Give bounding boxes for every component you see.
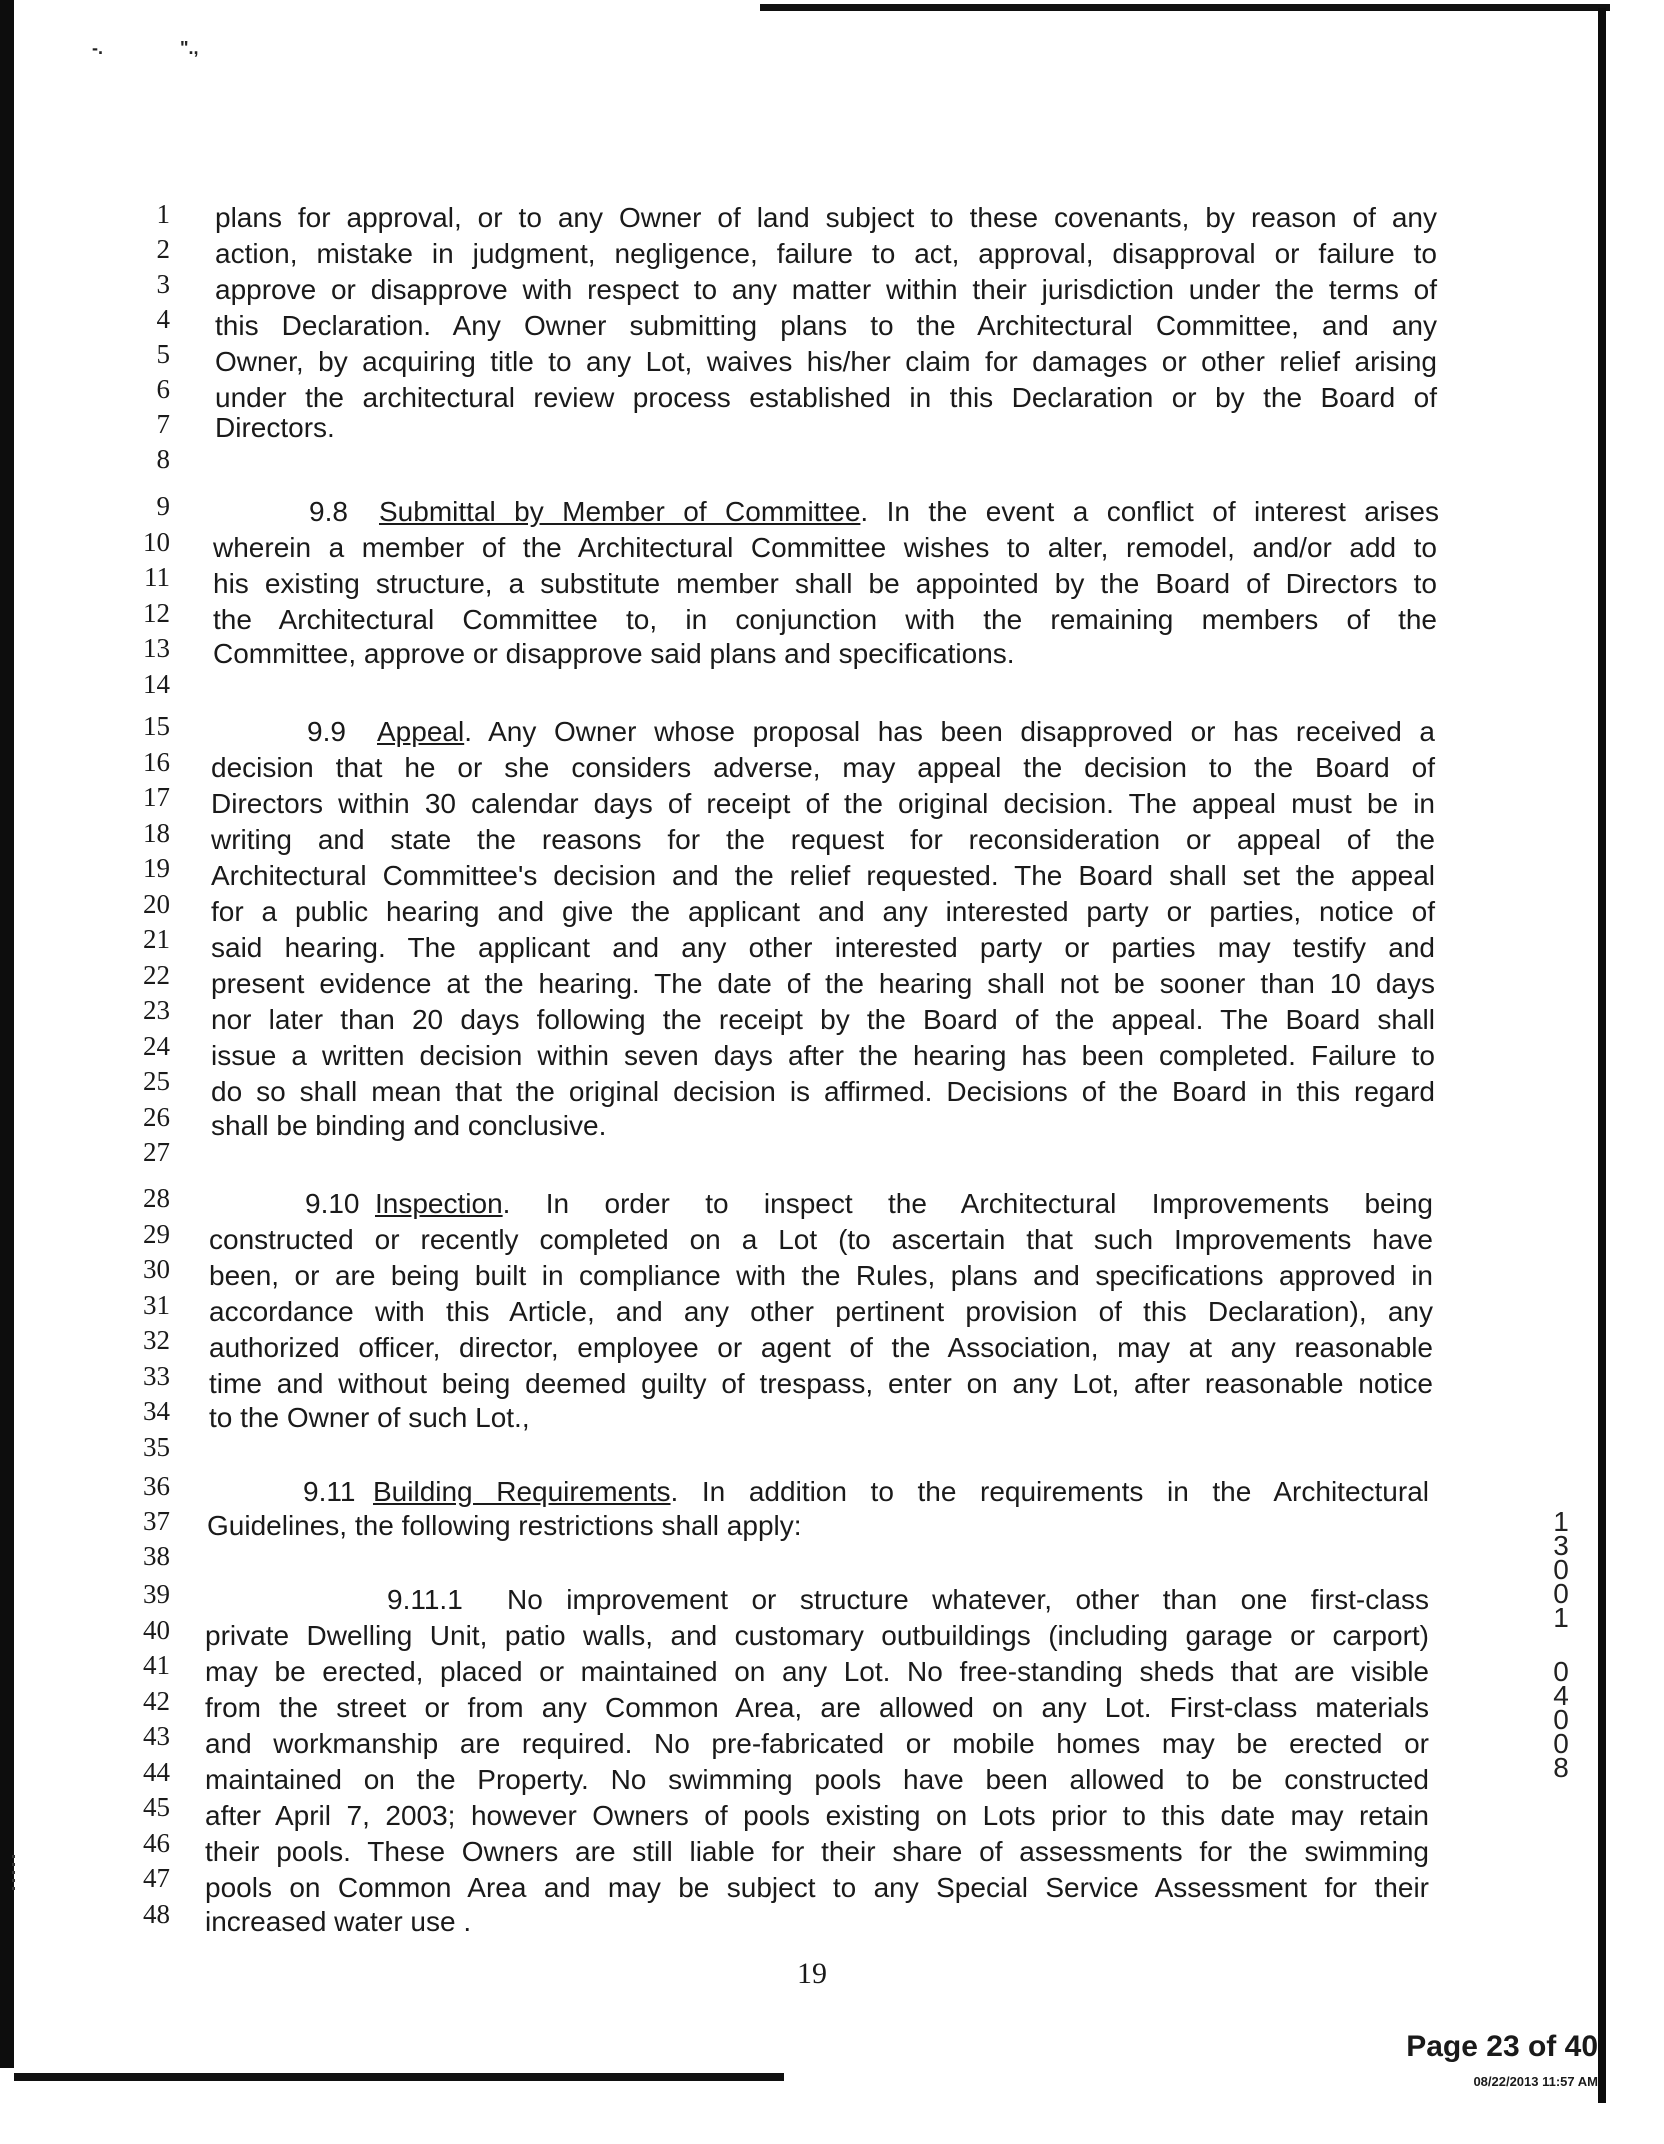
- section-first-line-text: . Any Owner whose proposal has been disapproved or has received a: [464, 716, 1435, 747]
- line-number: 28: [143, 1183, 170, 1213]
- line-number: 21: [143, 924, 170, 954]
- line-number: 25: [143, 1066, 170, 1096]
- text-line: Owner, by acquiring title to any Lot, waives his/her claim for damages or other relief arising: [215, 346, 1437, 377]
- section-first-line: [209, 1186, 1433, 1222]
- text-line: decision that he or she considers adverse, may appeal the decision to the Board of: [211, 752, 1435, 783]
- line-number: 40: [143, 1614, 170, 1645]
- section-heading: Appeal: [377, 716, 465, 747]
- line-number: 13: [143, 633, 170, 663]
- line-number: 37: [143, 1506, 170, 1536]
- stamp-digit: 0: [1553, 1554, 1569, 1585]
- section-first-line: [213, 494, 1439, 530]
- text-line: maintained on the Property. No swimming pools have been allowed to be constructed: [205, 1764, 1429, 1795]
- text-line: this Declaration. Any Owner submitting plans to the Architectural Committee, and any: [215, 310, 1437, 341]
- text-line: his existing structure, a substitute member shall be appointed by the Board of Directors to: [213, 568, 1437, 599]
- line-number: 3: [156, 269, 170, 299]
- line-number: 44: [143, 1756, 170, 1787]
- text-line: do so shall mean that the original decision is affirmed. Decisions of the Board in this regard: [211, 1076, 1435, 1107]
- text-line: authorized officer, director, employee or agent of the Association, may at any reasonable: [209, 1332, 1433, 1363]
- section-number: 9.10: [305, 1188, 360, 1219]
- text-line: their pools. These Owners are still liable for their share of assessments for the swimming: [205, 1836, 1429, 1867]
- text-line: after April 7, 2003; however Owners of pools existing on Lots prior to this date may retain: [205, 1800, 1429, 1831]
- line-number: 17: [143, 782, 170, 812]
- text-line: approve or disapprove with respect to any matter within their jurisdiction under the terms of: [215, 274, 1437, 305]
- section-number: 9.8: [309, 496, 348, 527]
- text-line: nor later than 20 days following the receipt by the Board of the appeal. The Board shall: [211, 1004, 1435, 1035]
- section-first-line-text: . In addition to the requirements in the Architectural: [670, 1476, 1429, 1507]
- line-number: 36: [143, 1471, 170, 1501]
- line-number: 34: [143, 1396, 170, 1426]
- scan-speck: -.: [92, 38, 103, 58]
- line-number: 31: [143, 1289, 170, 1320]
- scan-border-right: [1598, 8, 1606, 2103]
- scan-border-top: [760, 4, 1610, 11]
- recorder-timestamp: 08/22/2013 11:57 AM: [1473, 2074, 1598, 2089]
- section-heading: Submittal by Member of Committee: [379, 496, 861, 527]
- text-line: Architectural Committee's decision and the relief requested. The Board shall set the appeal: [211, 860, 1435, 891]
- text-line: wherein a member of the Architectural Committee wishes to alter, remodel, and/or add to: [213, 532, 1437, 563]
- line-number: 35: [143, 1431, 170, 1462]
- line-number: 14: [143, 668, 170, 699]
- line-number: 47: [143, 1863, 170, 1893]
- scan-border-bottom: [14, 2073, 784, 2081]
- stamp-digit: 0: [1553, 1578, 1569, 1609]
- text-line: and workmanship are required. No pre-fabricated or mobile homes may be erected or: [205, 1728, 1429, 1759]
- stamp-digit: 4: [1553, 1680, 1569, 1711]
- line-number: 23: [143, 995, 170, 1025]
- section-first-line-text: . In order to inspect the Architectural Improvements being: [502, 1188, 1433, 1219]
- section-heading: Inspection: [375, 1188, 503, 1219]
- line-number: 1: [156, 199, 170, 229]
- line-number: 8: [156, 444, 170, 474]
- scan-speck: ".,: [180, 38, 199, 58]
- line-number: 45: [143, 1792, 170, 1822]
- section-first-line: [211, 714, 1435, 750]
- line-number: 48: [143, 1898, 170, 1929]
- line-number: 20: [143, 888, 170, 919]
- line-number: 30: [143, 1254, 170, 1284]
- section-first-line-text: No improvement or structure whatever, other than one first-class: [507, 1584, 1429, 1615]
- text-line: Directors.: [215, 412, 335, 443]
- line-number: 22: [143, 959, 170, 990]
- text-line: the Architectural Committee to, in conjunction with the remaining members of the: [213, 604, 1437, 635]
- line-number: 11: [144, 562, 170, 592]
- text-line: issue a written decision within seven days after the hearing has been completed. Failure to: [211, 1040, 1435, 1071]
- section-heading: Building Requirements: [373, 1476, 671, 1507]
- text-line: been, or are being built in compliance with the Rules, plans and specifications approved in: [209, 1260, 1433, 1291]
- text-line: increased water use .: [205, 1906, 472, 1937]
- line-number: 7: [156, 409, 170, 439]
- text-line: said hearing. The applicant and any other interested party or parties may testify and: [211, 932, 1435, 963]
- text-line: to the Owner of such Lot.,: [209, 1402, 530, 1433]
- stamp-digit: 0: [1553, 1728, 1569, 1759]
- line-number: 46: [143, 1827, 170, 1858]
- text-line: private Dwelling Unit, patio walls, and customary outbuildings (including garage or carport): [205, 1620, 1429, 1651]
- line-number: 43: [143, 1721, 170, 1751]
- line-number: 15: [143, 711, 170, 741]
- line-number: 38: [143, 1541, 170, 1571]
- line-number: 19: [143, 853, 170, 883]
- scan-dots: [12, 1855, 15, 1895]
- text-line: under the architectural review process established in this Declaration or by the Board of: [215, 382, 1437, 413]
- section-first-line: [205, 1582, 1429, 1618]
- line-number: 12: [143, 597, 170, 628]
- line-number: 5: [156, 339, 170, 369]
- stamp-digit: 0: [1553, 1656, 1569, 1687]
- line-number: 6: [156, 374, 170, 404]
- text-line: plans for approval, or to any Owner of land subject to these covenants, by reason of any: [215, 202, 1437, 233]
- stamp-digit: 0: [1553, 1704, 1569, 1735]
- text-line: from the street or from any Common Area, are allowed on any Lot. First-class materials: [205, 1692, 1429, 1723]
- line-number: 32: [143, 1325, 170, 1355]
- section-number: 9.11: [303, 1476, 356, 1507]
- recording-number-vertical: [1546, 1506, 1576, 1783]
- line-number: 24: [143, 1030, 170, 1061]
- section-number: 9.9: [307, 716, 346, 747]
- line-number: 10: [143, 526, 170, 557]
- text-line: shall be binding and conclusive.: [211, 1110, 607, 1141]
- section-number: 9.11.1: [387, 1584, 463, 1615]
- text-line: constructed or recently completed on a Lot (to ascertain that such Improvements have: [209, 1224, 1433, 1255]
- text-line: Directors within 30 calendar days of receipt of the original decision. The appeal must be in: [211, 788, 1435, 819]
- line-number: 16: [143, 746, 170, 777]
- text-line: writing and state the reasons for the request for reconsideration or appeal of the: [211, 824, 1435, 855]
- line-number: 42: [143, 1685, 170, 1716]
- text-line: may be erected, placed or maintained on any Lot. No free-standing sheds that are visible: [205, 1656, 1429, 1687]
- line-number: 29: [143, 1218, 170, 1249]
- stamp-digit: 3: [1553, 1530, 1569, 1561]
- stamp-digit: 1: [1553, 1506, 1569, 1537]
- text-line: Committee, approve or disapprove said plans and specifications.: [213, 638, 1015, 669]
- line-number: 9: [156, 491, 170, 521]
- stamp-digit: 1: [1553, 1602, 1569, 1633]
- section-first-line: [207, 1474, 1429, 1510]
- scan-border-left: [0, 0, 14, 2068]
- text-line: present evidence at the hearing. The date of the hearing shall not be sooner than 10 days: [211, 968, 1435, 999]
- text-line: Guidelines, the following restrictions shall apply:: [207, 1510, 802, 1541]
- line-number: 26: [143, 1101, 170, 1132]
- text-line: action, mistake in judgment, negligence, failure to act, approval, disapproval or failure to: [215, 238, 1437, 269]
- line-number: 18: [143, 817, 170, 848]
- section-first-line-text: . In the event a conflict of interest arises: [860, 496, 1439, 527]
- recorder-page-count: Page 23 of 40: [1406, 2030, 1598, 2063]
- line-number: 33: [143, 1360, 170, 1391]
- text-line: pools on Common Area and may be subject to any Special Service Assessment for their: [205, 1872, 1429, 1903]
- line-number: 41: [143, 1650, 170, 1680]
- line-number: 2: [156, 234, 170, 264]
- stamp-digit: 8: [1553, 1752, 1569, 1783]
- text-line: time and without being deemed guilty of trespass, enter on any Lot, after reasonable notice: [209, 1368, 1433, 1399]
- line-number: 4: [156, 304, 170, 334]
- page-number: 19: [797, 1957, 827, 1990]
- line-number: 27: [143, 1137, 170, 1167]
- text-line: accordance with this Article, and any other pertinent provision of this Declaration), any: [209, 1296, 1433, 1327]
- line-number: 39: [143, 1579, 170, 1609]
- text-line: for a public hearing and give the applicant and any interested party or parties, notice of: [211, 896, 1435, 927]
